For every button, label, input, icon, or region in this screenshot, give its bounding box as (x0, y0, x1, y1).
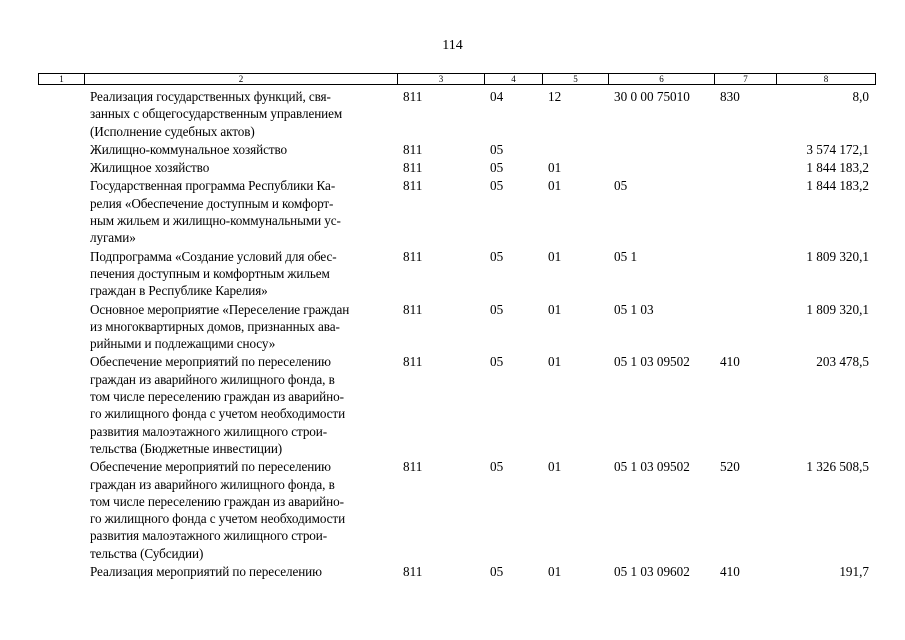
column-number-header (38, 73, 876, 85)
table-row (38, 563, 875, 581)
item-name-line: Реализация мероприятий по переселению (90, 564, 322, 580)
row-number-cell (38, 301, 84, 354)
section-code-cell: 05 (490, 141, 504, 157)
subsection-code-cell: 01 (548, 459, 562, 475)
section-code-cell: 05 (490, 301, 504, 317)
expense-type-cell: 410 (720, 354, 740, 370)
subsection-code-cell: 01 (548, 301, 562, 317)
row-number-cell (38, 141, 84, 159)
target-article-cell: 30 0 00 75010 (614, 89, 690, 104)
item-name-line: Обеспечение мероприятий по переселению (90, 354, 331, 370)
item-name-line: го жилищного фонда с учетом необходимости (90, 511, 346, 527)
ministry-code-cell: 811 (403, 301, 423, 317)
item-name-line: Государственная программа Республики Ка- (90, 178, 336, 194)
target-article-cell: 05 1 03 09502 (614, 354, 690, 370)
amount-cell: 1 326 508,5 (806, 459, 869, 475)
subsection-code-cell: 01 (548, 354, 562, 370)
amount-cell: 191,7 (839, 564, 869, 580)
item-name-line: граждан из аварийного жилищного фонда, в (90, 476, 335, 492)
column-number: 2 (85, 74, 398, 85)
item-name-line: релия «Обеспечение доступным и комфорт- (90, 195, 334, 211)
section-code-cell: 05 (490, 160, 504, 176)
target-article-cell: 05 1 03 (614, 301, 654, 317)
item-name-line: том числе переселению граждан из аварийно- (90, 493, 344, 509)
table-row (38, 301, 875, 354)
section-code-cell: 05 (490, 178, 504, 194)
item-name-cell (84, 458, 397, 563)
item-name-line: том числе переселению граждан из аварийно- (90, 389, 344, 405)
table-row (38, 141, 875, 159)
table-row (38, 88, 875, 141)
item-name-line: Жилищное хозяйство (90, 160, 210, 176)
target-article-cell: 05 1 (614, 248, 638, 264)
item-name-cell (84, 248, 397, 301)
expense-type-cell (714, 248, 776, 301)
expense-type-cell: 520 (720, 459, 740, 475)
column-number: 1 (39, 74, 85, 85)
table-row (38, 458, 875, 563)
ministry-code-cell: 811 (403, 459, 423, 475)
table-row (38, 177, 875, 247)
item-name-line: развития малоэтажного жилищного строи- (90, 528, 328, 544)
amount-cell: 203 478,5 (816, 354, 869, 370)
item-name-line: (Исполнение судебных актов) (90, 123, 255, 139)
column-number: 3 (398, 74, 485, 85)
target-article-cell: 05 (614, 178, 628, 194)
row-number-cell (38, 248, 84, 301)
column-number: 4 (485, 74, 543, 85)
column-number: 5 (543, 74, 609, 85)
subsection-code-cell: 01 (548, 178, 562, 194)
expense-type-cell (714, 301, 776, 354)
table-row (38, 159, 875, 177)
item-name-line: ным жильем и жилищно-коммунальными ус- (90, 213, 341, 229)
item-name-line: Подпрограмма «Создание условий для обес- (90, 248, 337, 264)
section-code-cell: 05 (490, 248, 504, 264)
row-number-cell (38, 159, 84, 177)
item-name-line: развития малоэтажного жилищного строи- (90, 423, 328, 439)
expense-type-cell (714, 141, 776, 159)
amount-cell: 1 809 320,1 (806, 248, 869, 264)
ministry-code-cell: 811 (403, 141, 423, 157)
amount-cell: 1 844 183,2 (806, 160, 869, 176)
item-name-line: занных с общегосударственным управлением (90, 106, 343, 122)
table-row (38, 248, 875, 301)
section-code-cell: 04 (490, 89, 504, 104)
item-name-line: граждан из аварийного жилищного фонда, в (90, 371, 335, 387)
item-name-cell (84, 301, 397, 354)
column-number: 6 (609, 74, 715, 85)
subsection-code-cell: 01 (548, 248, 562, 264)
expense-type-cell: 830 (720, 89, 740, 104)
item-name-cell (84, 177, 397, 247)
ministry-code-cell: 811 (403, 178, 423, 194)
target-article-cell (608, 141, 714, 159)
row-number-cell (38, 177, 84, 247)
budget-table (38, 88, 875, 581)
item-name-line: Жилищно-коммунальное хозяйство (90, 141, 288, 157)
item-name-line: Реализация государственных функций, свя- (90, 89, 331, 104)
target-article-cell (608, 159, 714, 177)
item-name-line: го жилищного фонда с учетом необходимости (90, 406, 346, 422)
item-name-line: Основное мероприятие «Переселение граждан (90, 301, 350, 317)
item-name-line: рийными и подлежащими сносу» (90, 336, 276, 352)
subsection-code-cell: 12 (548, 89, 562, 104)
row-number-cell (38, 458, 84, 563)
table-row (38, 353, 875, 458)
subsection-code-cell: 01 (548, 564, 562, 580)
item-name-line: Обеспечение мероприятий по переселению (90, 459, 331, 475)
item-name-line: тельства (Бюджетные инвестиции) (90, 440, 283, 456)
column-number: 8 (777, 74, 876, 85)
amount-cell: 8,0 (852, 89, 869, 104)
item-name-line: лугами» (90, 230, 136, 246)
item-name-cell (84, 563, 397, 581)
item-name-cell (84, 353, 397, 458)
table-body (38, 88, 875, 581)
row-number-cell (38, 88, 84, 141)
target-article-cell: 05 1 03 09602 (614, 564, 690, 580)
section-code-cell: 05 (490, 564, 504, 580)
ministry-code-cell: 811 (403, 160, 423, 176)
item-name-line: из многоквартирных домов, признанных ава- (90, 318, 340, 334)
subsection-code-cell (542, 141, 608, 159)
item-name-cell (84, 159, 397, 177)
ministry-code-cell: 811 (403, 89, 423, 104)
item-name-line: тельства (Субсидии) (90, 545, 204, 561)
section-code-cell: 05 (490, 354, 504, 370)
target-article-cell: 05 1 03 09502 (614, 459, 690, 475)
amount-cell: 1 844 183,2 (806, 178, 869, 194)
page-number: 114 (442, 38, 463, 53)
item-name-cell (84, 141, 397, 159)
ministry-code-cell: 811 (403, 248, 423, 264)
item-name-line: печения доступным и комфортным жильем (90, 265, 330, 281)
item-name-cell (84, 88, 397, 141)
amount-cell: 3 574 172,1 (806, 141, 869, 157)
item-name-line: граждан в Республике Карелия» (90, 283, 268, 299)
amount-cell: 1 809 320,1 (806, 301, 869, 317)
expense-type-cell: 410 (720, 564, 740, 580)
expense-type-cell (714, 159, 776, 177)
row-number-cell (38, 353, 84, 458)
ministry-code-cell: 811 (403, 564, 423, 580)
ministry-code-cell: 811 (403, 354, 423, 370)
subsection-code-cell: 01 (548, 160, 562, 176)
row-number-cell (38, 563, 84, 581)
section-code-cell: 05 (490, 459, 504, 475)
column-number: 7 (715, 74, 777, 85)
expense-type-cell (714, 177, 776, 247)
